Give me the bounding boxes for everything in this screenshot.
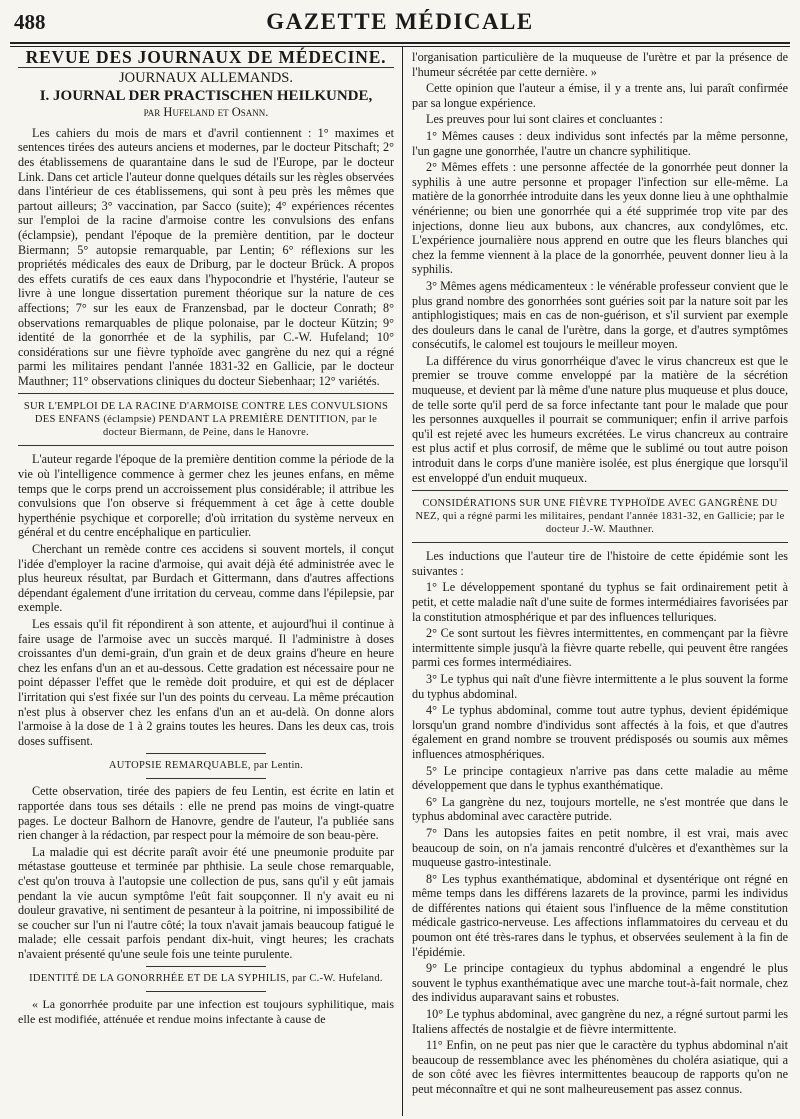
divider bbox=[146, 966, 266, 967]
article-heading: CONSIDÉRATIONS SUR UNE FIÈVRE TYPHOÏDE AVEC GANGRÈNE DU NEZ, qui a régné parmi les militaires, pendant l'année 1831-32, en Gallicie; par le docteur J.-W. Mauthner. bbox=[415, 498, 785, 536]
section-title: REVUE DES JOURNAUX DE MÉDECINE. bbox=[18, 50, 394, 68]
paragraph: 3° Mêmes agens médicamenteux : le vénérable professeur convient que le plus grand nombre des gonorrhées sont guéries soit par la nature soit par les antiphlogistiques; mais en cas de non-guérison, et s'il survient par exemple des douleurs dans le canal de l'urètre, dans la gorge, et d'autres symptômes consécutifs, le calomel est toujours le meilleur moyen. bbox=[412, 278, 788, 352]
paragraph: La différence du virus gonorrhéique d'avec le virus chancreux est que le premier se trouve comme enveloppé par la matière de la sécrétion muqueuse, et devient par là même d'une nature plus muqueuse et plus douce, de telle sorte qu'il perd de sa force infectante tant pour le malade que pour les personnes auxquelles il pourrait se communiquer; enfin il arrive parfois qu'il est rejeté avec les humeurs excrétées. Le virus chancreux au contraire est plus actif et plus corrosif, de même que le sublimé ou tout autre poison introduit dans le corps d'une manière isolée, est plus énergique que lorsqu'il est enveloppé d'un enduit muqueux. bbox=[412, 353, 788, 485]
page-header bbox=[10, 6, 790, 44]
paragraph: L'auteur regarde l'époque de la première dentition comme la période de la vie où l'intelligence commence à germer chez les jeunes enfans, en même temps que le corps prend un accroissement plus considérable; il attribue les convulsions que l'on observe si fréquemment à cet âge à cette double hyperthénie psychique et corporelle; d'où irritation du système nerveux en général et du centre encéphalique en particulier. bbox=[18, 452, 394, 540]
paragraph: 5° Le principe contagieux n'arrive pas dans cette maladie au même développement que dans le typhus exanthématique. bbox=[412, 763, 788, 793]
paragraph: « La gonorrhée produite par une infection est toujours syphilitique, mais elle est modifiée, atténuée et rendue moins infectante à cause de bbox=[18, 997, 394, 1027]
journal-byline: par Hufeland et Osann. bbox=[143, 105, 269, 120]
journal-heading: I. JOURNAL DER PRACTISCHEN HEILKUNDE, bbox=[39, 88, 373, 105]
section-subtitle: JOURNAUX ALLEMANDS. bbox=[118, 69, 293, 86]
paragraph: La maladie qui est décrite paraît avoir été une pneumonie produite par métastase goutteuse et terminée par phthisie. La seule chose remarquable, c'est qu'on trouva à l'autopsie une collection de pus, sans qu'il y eût jamais pendant la vie aucun symptôme l'eût fait soupçonner. Il n'y avait eu ni douleur gravative, ni sentiment de pesanteur à la poitrine, ni impossibilité de se coucher sur l'un ni l'autre côté; la toux n'avait jamais beaucoup fatigué le malade; elle cessait parfois pendant dix-huit, vingt heures; les crachats n'avaient présenté qu'une seule fois une teinte purulente. bbox=[18, 844, 394, 961]
paragraph: l'organisation particulière de la muqueuse de l'urètre et par la présence de l'humeur sécrétée par cette dernière. » bbox=[412, 50, 788, 79]
paragraph: 11° Enfin, on ne peut pas nier que le caractère du typhus abdominal n'ait beaucoup de ressemblance avec les phénomènes du choléra asiatique, qui a de son côté avec les fièvres intermittentes beaucoup de rapports qu'on ne peut méconnaître et qui ne sont malheureusement pas assez connus. bbox=[412, 1038, 788, 1096]
divider bbox=[18, 445, 394, 446]
intro-paragraph: Les cahiers du mois de mars et d'avril contiennent : 1° maximes et sentences tirées des auteurs anciens et modernes, par le docteur Pitschaft; 2° des établissemens de quarantaine dans le sud de l'Europe, par le docteur Link. Dans cet article l'auteur donne quelques détails sur les règles observées dans l'intérieur de ces établissemens, qui sont à peu près les mêmes que partout ailleurs; 3° vaccination, par Sacco (suite); 4° expériences récentes sur l'emploi de la racine d'armoise contre les convulsions des enfans (éclampsie), pendant l'époque de la première dentition, par le docteur Biermann; 5° autopsie remarquable, par Lentin; 6° réflexions sur les propriétés médicales des eaux de Driburg, par le docteur Brück. A propos des effets curatifs de ces eaux dans l'hypocondrie et l'hystérie, l'auteur se livre à une longue dissertation purement théorique sur la nature de ces affections; 7° sur les eaux de Franzensbad, par le docteur Conrath; 8° observations remarquables de plique polonaise, par le docteur Kützin; 9° identité de la gonorrhée et de la syphilis, par C.-W. Hufeland; 10° considérations sur une fièvre typhoïde avec gangrène du nez qui a régné parmi les militaires pendant l'année 1831-32 en Gallicie, par le docteur Mauthner; 11° observations cliniques du docteur Siebenhaar; 12° variétés. bbox=[18, 125, 394, 388]
left-column bbox=[18, 47, 394, 1029]
paragraph: 6° La gangrène du nez, toujours mortelle, ne s'est montrée que dans le typhus abdominal avec caractère putride. bbox=[412, 794, 788, 824]
paragraph: Cette observation, tirée des papiers de feu Lentin, est écrite en latin et rapportée dans tous ses détails : elle ne prend pas moins de vingt-quatre pages. Le docteur Balhorn de Hanovre, gendre de l'auteur, l'a publiée sans rien changer à la rédaction, par respect pour la mémoire de son beau-père. bbox=[18, 784, 394, 843]
divider bbox=[146, 991, 266, 992]
paragraph: 10° Le typhus abdominal, avec gangrène du nez, a régné surtout parmi les Italiens affectés de nostalgie et de fièvre intermittente. bbox=[412, 1007, 788, 1036]
paragraph: Les inductions que l'auteur tire de l'histoire de cette épidémie sont les suivantes : bbox=[412, 549, 788, 578]
divider bbox=[412, 542, 788, 543]
page-number: 488 bbox=[14, 10, 46, 34]
article-heading: SUR L'EMPLOI DE LA RACINE D'ARMOISE CONTRE LES CONVULSIONS DES ENFANS (éclampsie) PENDANT LA PREMIÈRE DENTITION, par le docteur Biermann, de Peine, dans le Hanovre. bbox=[23, 401, 389, 439]
paragraph: 7° Dans les autopsies faites en petit nombre, il est vrai, mais avec beaucoup de soin, on n'a jamais rencontré d'ulcères et d'exanthèmes sur la muqueuse gastro-intestinale. bbox=[412, 825, 788, 870]
paragraph: 4° Le typhus abdominal, comme tout autre typhus, devient épidémique lorsqu'un grand nombre d'individus sont affectés à la fois, et que d'autres également en grand nombre se trouvent prédisposés ou soumis aux mêmes influences atmosphériques. bbox=[412, 703, 788, 761]
divider bbox=[146, 778, 266, 779]
paragraph: 8° Les typhus exanthématique, abdominal et dysentérique ont régné en même temps dans les différens lazarets de la province, parmi les individus de différentes nations qui étaient sous l'influence de la même constitution médicale gastrico-nerveuse. Les affections inflammatoires du cerveau et du poumon ont été très-rares dans le typhus, et observées seulement à la fin de l'épidémie. bbox=[412, 871, 788, 959]
column-divider bbox=[402, 46, 403, 1116]
paragraph: Les essais qu'il fit répondirent à son attente, et aujourd'hui il continue à faire usage de l'armoise avec un succès marqué. Il l'administre à doses croissantes d'un demi-grain, d'un grain et de deux grains d'heure en heure chez les enfans d'un an et au-dessous. Cette gradation est nécessaire pour ne point dépasser l'effet que le remède doit produire, et qui est de déplacer l'irritation qui s'est fixée sur l'un des points du cerveau. La même précaution n'est plus à observer chez les enfans d'un an et au-delà. On donne alors l'armoise à la dose de 1 à 2 grains toutes les heures. Dans les deux cas, trois doses suffisent. bbox=[18, 617, 394, 748]
divider bbox=[412, 490, 788, 491]
paragraph: 1° Mêmes causes : deux individus sont infectés par la même personne, l'un gagne une gonorrhée, l'autre un chancre syphilitique. bbox=[412, 128, 788, 158]
paragraph: 2° Mêmes effets : une personne affectée de la gonorrhée peut donner la syphilis à une autre personne et propager l'infection sur elle-même. La matière de la gonorrhée introduite dans les yeux donne lieu à une ophthalmie vénérienne; ou bien une gonorrhée qui a été supprimée trop vite par des injections, donne lieu aux bubons, aux chancres, aux condylômes, etc. L'expérience journalière nous apprend en outre que les fleurs blanches qui chez la femme viennent à la place de la gonorrhée, peuvent donner lieu à la syphilis. bbox=[412, 160, 788, 277]
right-column bbox=[412, 50, 788, 1099]
paragraph: 9° Le principe contagieux du typhus abdominal a engendré le plus souvent le typhus exanthématique avec une marche tout-à-fait normale, chez des individus auparavant sains et robustes. bbox=[412, 961, 788, 1005]
paragraph: Les preuves pour lui sont claires et concluantes : bbox=[426, 112, 663, 127]
article-heading: AUTOPSIE REMARQUABLE, par Lentin. bbox=[108, 760, 304, 772]
divider bbox=[146, 753, 266, 754]
journal-title: GAZETTE MÉDICALE bbox=[266, 9, 534, 34]
paragraph: 2° Ce sont surtout les fièvres intermittentes, en commençant par la fièvre intermittente simple jusqu'à la fièvre quarte rebelle, qui peuvent être rangées parmi ces formes intermédiaires. bbox=[412, 626, 788, 670]
paragraph: Cette opinion que l'auteur a émise, il y a trente ans, lui paraît confirmée par sa longue expérience. bbox=[412, 81, 788, 110]
article-heading: IDENTITÉ DE LA GONORRHÉE ET DE LA SYPHILIS, par C.-W. Hufeland. bbox=[29, 973, 383, 985]
divider bbox=[18, 393, 394, 394]
paragraph: 1° Le développement spontané du typhus se fait ordinairement petit à petit, et cette maladie naît d'une suite de formes intermédiaires favorisées par la constitution atmosphérique et par des influences telluriques. bbox=[412, 580, 788, 624]
paragraph: 3° Le typhus qui naît d'une fièvre intermittente a le plus souvent la forme du typhus abdominal. bbox=[412, 671, 788, 701]
paragraph: Cherchant un remède contre ces accidens si souvent mortels, il conçut l'idée d'employer la racine d'armoise, qui avait déjà été administrée avec le plus heureux résultat, par Burdach et Gittermann, dans d'autres affections dépendant également d'une irritation du cerveau, comme dans l'épilepsie, par exemple. bbox=[18, 542, 394, 615]
